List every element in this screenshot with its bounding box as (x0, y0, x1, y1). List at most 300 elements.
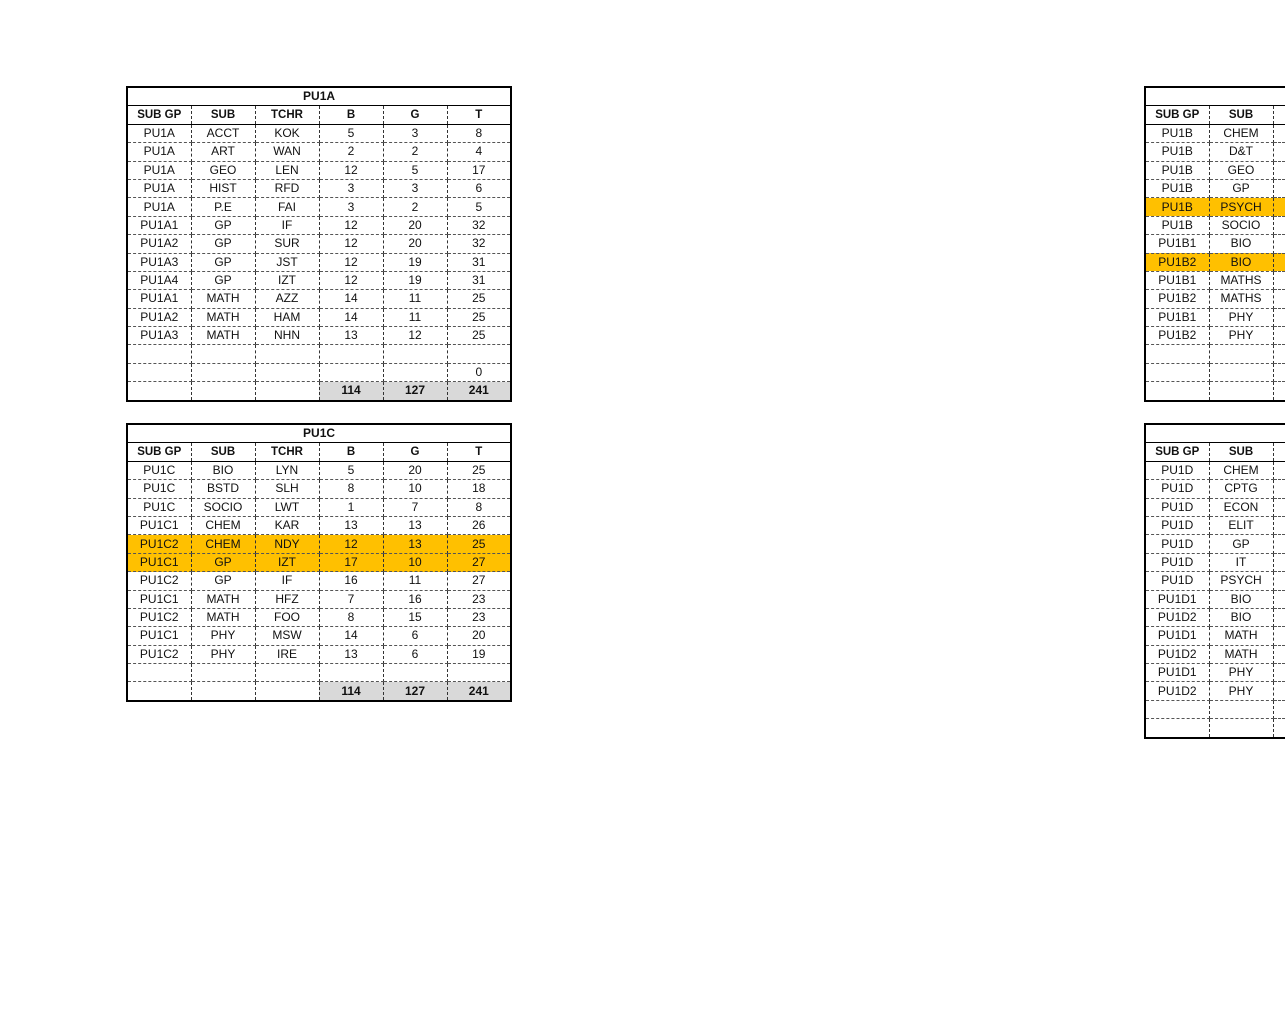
table-row (127, 290, 511, 308)
table-row (127, 645, 511, 663)
table-cell: 20 (383, 216, 447, 234)
table-cell: 5 (383, 161, 447, 179)
table-row (127, 461, 511, 479)
table-cell: 8 (319, 480, 383, 498)
table-cell: NHN (255, 327, 319, 345)
table-cell: 31 (447, 271, 511, 289)
table-row (127, 253, 511, 271)
column-header: T (447, 106, 511, 124)
total-cell: 114 (319, 682, 383, 701)
table-cell: PU1A2 (127, 308, 191, 326)
table-cell (127, 664, 191, 682)
table-cell: PU1B (1145, 143, 1209, 161)
table-cell: 20 (447, 627, 511, 645)
table-cell: MATH (191, 608, 255, 626)
table-row (127, 345, 511, 363)
table-cell: P.E (191, 198, 255, 216)
table-cell: RFD (255, 179, 319, 197)
column-header-clipped (1273, 443, 1285, 461)
table-cell-clipped (1273, 179, 1285, 197)
table-cell-clipped (1273, 345, 1285, 363)
table-cell (127, 345, 191, 363)
table-cell: 11 (383, 308, 447, 326)
table-row (127, 590, 511, 608)
table-cell: 2 (383, 143, 447, 161)
table-row (127, 124, 511, 142)
table-row (127, 627, 511, 645)
pu1a-body (127, 124, 511, 400)
table-cell: 20 (383, 235, 447, 253)
table-cell: GP (191, 216, 255, 234)
table-cell-clipped (1273, 645, 1285, 663)
table-cell: PU1C1 (127, 553, 191, 571)
pu1c-table (126, 423, 512, 702)
table-cell: LYN (255, 461, 319, 479)
table-cell: 8 (447, 498, 511, 516)
table-row (127, 327, 511, 345)
table-row (127, 216, 511, 234)
table-cell: NDY (255, 535, 319, 553)
table-cell: CHEM (1209, 461, 1273, 479)
table-cell: KOK (255, 124, 319, 142)
table-cell: 12 (319, 216, 383, 234)
table-cell: PHY (1209, 308, 1273, 326)
table-cell: PU1A1 (127, 216, 191, 234)
table-cell (255, 682, 319, 701)
table-cell (1209, 382, 1273, 401)
table-cell: 12 (319, 253, 383, 271)
table-cell: LWT (255, 498, 319, 516)
table-cell: PU1C1 (127, 590, 191, 608)
table-cell: 17 (319, 553, 383, 571)
table-row (1145, 253, 1285, 271)
column-header-clipped (1273, 106, 1285, 124)
table-row (1145, 382, 1285, 401)
table-cell-clipped (1273, 308, 1285, 326)
table-row (127, 535, 511, 553)
table-cell: 26 (447, 516, 511, 534)
table-cell-clipped (1273, 161, 1285, 179)
table-cell: IZT (255, 271, 319, 289)
table-cell: 5 (447, 198, 511, 216)
table-cell: ELIT (1209, 516, 1273, 534)
table-cell: PSYCH (1209, 198, 1273, 216)
table-cell-clipped (1273, 124, 1285, 142)
column-header: T (447, 443, 511, 461)
table-cell: MATH (191, 327, 255, 345)
table-cell: PU1D2 (1145, 645, 1209, 663)
table-cell: 5 (319, 461, 383, 479)
pu1d-table (1144, 423, 1285, 739)
table-cell-clipped (1273, 271, 1285, 289)
table-cell-clipped (1273, 700, 1285, 718)
table-cell: MATHS (1209, 271, 1273, 289)
table-cell: GP (1209, 535, 1273, 553)
table-cell: ECON (1209, 498, 1273, 516)
total-cell: 127 (383, 382, 447, 401)
table-cell (1209, 719, 1273, 738)
table-cell: 2 (319, 143, 383, 161)
table-row (1145, 461, 1285, 479)
table-row (127, 516, 511, 534)
table-cell: MATH (1209, 627, 1273, 645)
table-cell: 3 (319, 179, 383, 197)
table-cell (1145, 700, 1209, 718)
table-cell: 25 (447, 461, 511, 479)
table-cell-clipped (1273, 535, 1285, 553)
table-cell: KAR (255, 516, 319, 534)
table-cell: 2 (383, 198, 447, 216)
table-cell (1145, 719, 1209, 738)
table-cell: 10 (383, 480, 447, 498)
column-header: SUB GP (127, 443, 191, 461)
table-cell: 23 (447, 590, 511, 608)
table-cell: CHEM (191, 535, 255, 553)
table-cell: PU1C (127, 480, 191, 498)
table-cell: 7 (319, 590, 383, 608)
table-row (1145, 363, 1285, 381)
table-cell: 27 (447, 553, 511, 571)
table-row (1145, 290, 1285, 308)
table-cell (1145, 382, 1209, 401)
table-cell: 13 (319, 645, 383, 663)
table-cell (255, 345, 319, 363)
column-header: SUB (191, 106, 255, 124)
table-cell: 12 (319, 535, 383, 553)
table-cell: ACCT (191, 124, 255, 142)
table-row (127, 271, 511, 289)
table-cell: 32 (447, 235, 511, 253)
table-cell (191, 345, 255, 363)
table-cell (447, 345, 511, 363)
table-cell: PU1A (127, 179, 191, 197)
table-cell (319, 664, 383, 682)
table-cell-clipped (1273, 608, 1285, 626)
table-cell-clipped (1273, 682, 1285, 700)
table-cell: ART (191, 143, 255, 161)
table-cell: SOCIO (1209, 216, 1273, 234)
table-cell (319, 345, 383, 363)
table-cell: BIO (1209, 235, 1273, 253)
table-cell-clipped (1273, 143, 1285, 161)
table-cell: PU1D (1145, 480, 1209, 498)
table-cell: GEO (1209, 161, 1273, 179)
table-cell: PU1D (1145, 498, 1209, 516)
table-cell (255, 664, 319, 682)
table-row (1145, 124, 1285, 142)
table-cell: 14 (319, 290, 383, 308)
table-cell: 16 (319, 572, 383, 590)
table-cell: 13 (383, 535, 447, 553)
pu1a-table (126, 86, 512, 402)
table-cell (191, 682, 255, 701)
table-cell: SUR (255, 235, 319, 253)
table-cell: BIO (1209, 590, 1273, 608)
table-cell (1209, 363, 1273, 381)
table-row (1145, 645, 1285, 663)
table-row (1145, 572, 1285, 590)
table-cell: HAM (255, 308, 319, 326)
pu1d-header-row (1145, 443, 1285, 461)
table-cell: 25 (447, 327, 511, 345)
table-cell: MATH (1209, 645, 1273, 663)
column-header: TCHR (255, 443, 319, 461)
table-row (127, 235, 511, 253)
table-cell: PU1A (127, 161, 191, 179)
pu1a-title: PU1A (127, 87, 511, 106)
table-cell: GP (191, 253, 255, 271)
table-row (1145, 198, 1285, 216)
table-cell: 25 (447, 308, 511, 326)
table-cell: 31 (447, 253, 511, 271)
table-cell (1209, 345, 1273, 363)
table-row (1145, 664, 1285, 682)
table-cell: 4 (447, 143, 511, 161)
table-cell: 0 (447, 363, 511, 381)
total-cell: 127 (383, 682, 447, 701)
table-cell: CPTG (1209, 480, 1273, 498)
table-cell: IZT (255, 553, 319, 571)
table-cell: PU1D1 (1145, 590, 1209, 608)
table-cell: GP (191, 553, 255, 571)
pu1c-title: PU1C (127, 424, 511, 443)
table-cell: 3 (383, 124, 447, 142)
table-row (127, 498, 511, 516)
table-cell: 19 (447, 645, 511, 663)
table-cell: IT (1209, 553, 1273, 571)
table-cell: WAN (255, 143, 319, 161)
table-cell-clipped (1273, 290, 1285, 308)
table-cell (383, 363, 447, 381)
table-cell (127, 682, 191, 701)
table-row (1145, 719, 1285, 738)
table-cell: PU1A (127, 143, 191, 161)
pu1d-body (1145, 461, 1285, 737)
column-header: SUB GP (1145, 443, 1209, 461)
table-cell: 12 (319, 271, 383, 289)
table-cell (383, 345, 447, 363)
table-cell: BSTD (191, 480, 255, 498)
table-cell: 19 (383, 253, 447, 271)
table-cell: PU1A (127, 198, 191, 216)
table-row (1145, 480, 1285, 498)
table-cell-clipped (1273, 480, 1285, 498)
table-cell: PSYCH (1209, 572, 1273, 590)
table-cell: BIO (1209, 253, 1273, 271)
table-cell (127, 382, 191, 401)
table-cell: PU1C (127, 498, 191, 516)
table-row (127, 161, 511, 179)
table-row (127, 572, 511, 590)
table-cell: FOO (255, 608, 319, 626)
table-row (1145, 143, 1285, 161)
table-cell: SOCIO (191, 498, 255, 516)
table-cell: IF (255, 216, 319, 234)
table-row (1145, 700, 1285, 718)
table-cell: PU1B (1145, 198, 1209, 216)
table-cell: PU1D2 (1145, 608, 1209, 626)
table-cell (255, 363, 319, 381)
table-row (127, 480, 511, 498)
table-cell: PU1C2 (127, 572, 191, 590)
table-cell: GP (1209, 179, 1273, 197)
table-cell: PU1A (127, 124, 191, 142)
table-row (1145, 161, 1285, 179)
table-cell: MATH (191, 308, 255, 326)
table-cell: 8 (447, 124, 511, 142)
table-cell: 13 (319, 516, 383, 534)
table-cell (191, 664, 255, 682)
table-cell: PU1A3 (127, 327, 191, 345)
table-cell (127, 363, 191, 381)
table-row (1145, 216, 1285, 234)
table-cell: FAI (255, 198, 319, 216)
table-cell: 8 (319, 608, 383, 626)
table-cell: MATHS (1209, 290, 1273, 308)
table-row (1145, 498, 1285, 516)
table-cell: 5 (319, 124, 383, 142)
totals-row (127, 382, 511, 401)
table-cell: PU1C1 (127, 627, 191, 645)
table-cell-clipped (1273, 327, 1285, 345)
table-cell: 25 (447, 535, 511, 553)
table-cell: 17 (447, 161, 511, 179)
table-cell: BIO (191, 461, 255, 479)
table-cell: MATH (191, 590, 255, 608)
column-header: G (383, 106, 447, 124)
table-cell: PU1D1 (1145, 664, 1209, 682)
table-cell: PU1D1 (1145, 627, 1209, 645)
column-header: G (383, 443, 447, 461)
table-cell: PU1B2 (1145, 253, 1209, 271)
column-header: SUB (191, 443, 255, 461)
table-cell-clipped (1273, 627, 1285, 645)
table-cell: PU1A4 (127, 271, 191, 289)
table-cell: PU1A2 (127, 235, 191, 253)
table-cell (191, 363, 255, 381)
table-cell-clipped (1273, 461, 1285, 479)
table-cell: PHY (1209, 327, 1273, 345)
table-cell: PU1B (1145, 179, 1209, 197)
table-row (127, 664, 511, 682)
table-cell: 14 (319, 627, 383, 645)
table-cell: 15 (383, 608, 447, 626)
right-clip-region (572, 0, 1262, 1024)
table-cell: PU1D (1145, 535, 1209, 553)
table-row (127, 308, 511, 326)
table-cell: PU1C2 (127, 645, 191, 663)
column-header: B (319, 106, 383, 124)
table-row (1145, 627, 1285, 645)
table-cell: JST (255, 253, 319, 271)
column-header: TCHR (255, 106, 319, 124)
table-cell: 3 (383, 179, 447, 197)
table-cell: LEN (255, 161, 319, 179)
table-cell: PU1D (1145, 553, 1209, 571)
table-row (1145, 590, 1285, 608)
column-header: SUB (1209, 443, 1273, 461)
table-row (1145, 308, 1285, 326)
table-cell: 13 (383, 516, 447, 534)
table-cell: 1 (319, 498, 383, 516)
table-row (127, 553, 511, 571)
table-cell: PHY (191, 645, 255, 663)
table-cell: PU1B2 (1145, 327, 1209, 345)
table-cell-clipped (1273, 553, 1285, 571)
table-cell: CHEM (1209, 124, 1273, 142)
table-cell-clipped (1273, 198, 1285, 216)
table-cell: 13 (319, 327, 383, 345)
table-cell: 16 (383, 590, 447, 608)
table-cell-clipped (1273, 498, 1285, 516)
table-cell: 10 (383, 553, 447, 571)
table-row (1145, 345, 1285, 363)
pu1b-table (1144, 86, 1285, 402)
pu1c-header-row (127, 443, 511, 461)
table-cell-clipped (1273, 572, 1285, 590)
pu1b-title (1145, 87, 1285, 106)
table-cell (447, 664, 511, 682)
table-cell: PU1D (1145, 572, 1209, 590)
table-cell: HFZ (255, 590, 319, 608)
table-cell (383, 664, 447, 682)
total-cell: 241 (447, 382, 511, 401)
table-cell: 3 (319, 198, 383, 216)
table-cell: 20 (383, 461, 447, 479)
table-cell: 14 (319, 308, 383, 326)
table-cell: PU1B (1145, 124, 1209, 142)
table-cell: 6 (383, 645, 447, 663)
table-cell: GP (191, 235, 255, 253)
table-cell: 19 (383, 271, 447, 289)
table-row (1145, 553, 1285, 571)
table-cell: PU1D2 (1145, 682, 1209, 700)
table-cell: MSW (255, 627, 319, 645)
table-cell-clipped (1273, 664, 1285, 682)
table-cell-clipped (1273, 363, 1285, 381)
table-cell: PU1C (127, 461, 191, 479)
table-cell: PU1A1 (127, 290, 191, 308)
pu1b-body (1145, 124, 1285, 400)
table-cell: PU1B1 (1145, 271, 1209, 289)
table-cell: 12 (319, 235, 383, 253)
table-cell: 23 (447, 608, 511, 626)
table-row (127, 363, 511, 381)
column-header: SUB GP (1145, 106, 1209, 124)
table-cell: MATH (191, 290, 255, 308)
table-cell: 12 (319, 161, 383, 179)
table-cell-clipped (1273, 719, 1285, 738)
table-cell: PU1C1 (127, 516, 191, 534)
table-cell-clipped (1273, 516, 1285, 534)
table-cell: PU1C2 (127, 535, 191, 553)
column-header: SUB (1209, 106, 1273, 124)
table-cell (319, 363, 383, 381)
table-cell: PU1B2 (1145, 290, 1209, 308)
table-cell-clipped (1273, 382, 1285, 401)
table-row (127, 198, 511, 216)
table-cell (1209, 700, 1273, 718)
table-cell: PHY (1209, 664, 1273, 682)
table-cell (191, 382, 255, 401)
pu1c-body (127, 461, 511, 701)
table-row (1145, 327, 1285, 345)
table-cell: PU1D (1145, 461, 1209, 479)
table-cell: AZZ (255, 290, 319, 308)
table-cell: 25 (447, 290, 511, 308)
table-cell: 27 (447, 572, 511, 590)
table-cell: SLH (255, 480, 319, 498)
